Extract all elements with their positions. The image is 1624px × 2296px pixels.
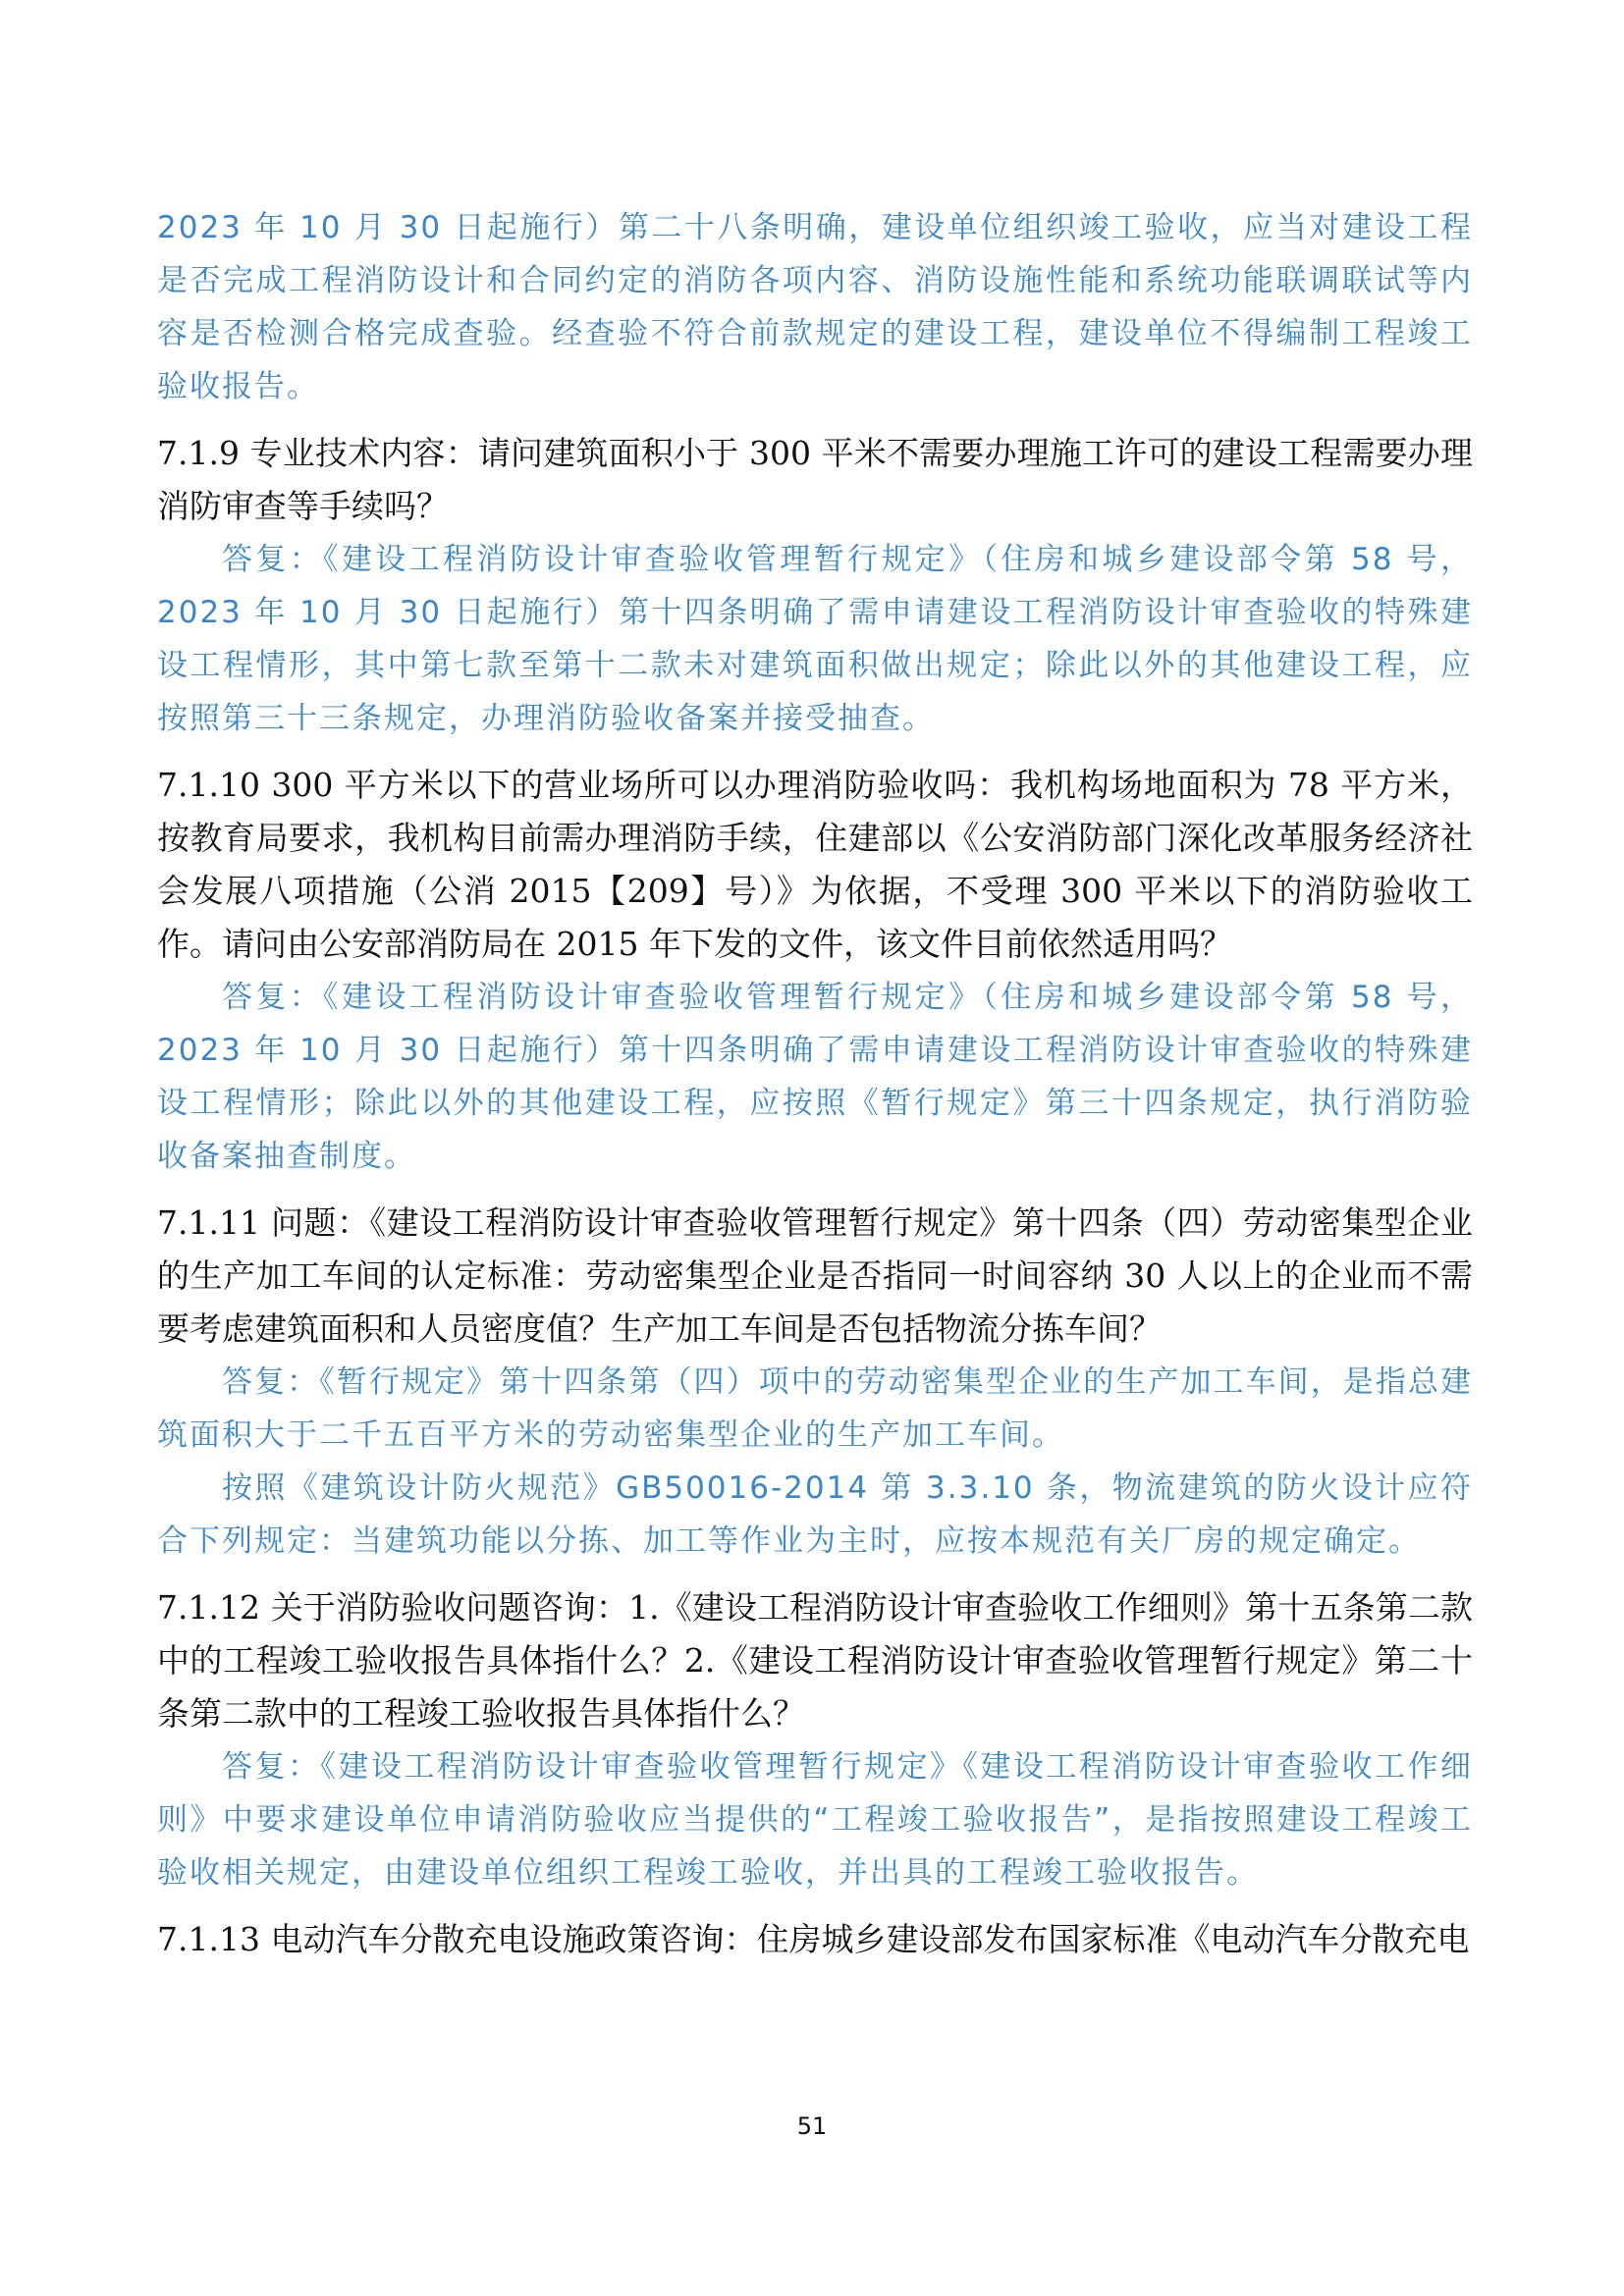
question-7-1-11: 7.1.11 问题：《建设工程消防设计审查验收管理暂行规定》第十四条（四）劳动密集型企业的生产加工车间的认定标准：劳动密集型企业是否指同一时间容纳 30 人以上的企业而不需要考虑建筑面积和人员密度值？生产加工车间是否包括物流分拣车间？ (157, 1203, 1473, 1348)
answer-paragraph: 2023 年 10 月 30 日起施行）第二十八条明确，建设单位组织竣工验收，应当对建设工程是否完成工程消防设计和合同约定的消防各项内容、消防设施性能和系统功能联调联试等内容是否检测合格完成查验。经查验不符合前款规定的建设工程，建设单位不得编制工程竣工验收报告。 (157, 210, 1473, 404)
question-7-1-9: 7.1.9 专业技术内容：请问建筑面积小于 300 平米不需要办理施工许可的建设工程需要办理消防审查等手续吗？ (157, 434, 1473, 525)
answer-7-1-9: 答复：《建设工程消防设计审查验收管理暂行规定》（住房和城乡建设部令第 58 号，2023 年 10 月 30 日起施行）第十四条明确了需申请建设工程消防设计审查验收的特殊建设工程情形，其中第七款至第十二款未对建筑面积做出规定；除此以外的其他建设工程，应按照第三十三条规定，办理消防验收备案并接受抽查。 (157, 542, 1473, 736)
answer-7-1-11: 答复：《暂行规定》第十四条第（四）项中的劳动密集型企业的生产加工车间，是指总建筑面积大于二千五百平方米的劳动密集型企业的生产加工车间。 (157, 1364, 1473, 1453)
question-7-1-12: 7.1.12 关于消防验收问题咨询：1.《建设工程消防设计审查验收工作细则》第十五条第二款中的工程竣工验收报告具体指什么？2.《建设工程消防设计审查验收管理暂行规定》第二十条第二款中的工程竣工验收报告具体指什么？ (157, 1588, 1473, 1733)
document-body (157, 201, 1473, 1966)
page-number: 51 (796, 2112, 828, 2140)
question-7-1-13: 7.1.13 电动汽车分散充电设施政策咨询：住房城乡建设部发布国家标准《电动汽车分散充电 (157, 1920, 1470, 1958)
question-7-1-10: 7.1.10 300 平方米以下的营业场所可以办理消防验收吗：我机构场地面积为 78 平方米，按教育局要求，我机构目前需办理消防手续，住建部以《公安消防部门深化改革服务经济社会发展八项措施（公消 2015【209】号）》为依据，不受理 300 平米以下的消防验收工作。请问由公安部消防局在 2015 年下发的文件，该文件目前依然适用吗？ (157, 766, 1473, 963)
answer-7-1-12: 答复：《建设工程消防设计审查验收管理暂行规定》《建设工程消防设计审查验收工作细则》中要求建设单位申请消防验收应当提供的“工程竣工验收报告”，是指按照建设工程竣工验收相关规定，由建设单位组织工程竣工验收，并出具的工程竣工验收报告。 (157, 1749, 1473, 1891)
answer-7-1-10: 答复：《建设工程消防设计审查验收管理暂行规定》（住房和城乡建设部令第 58 号，2023 年 10 月 30 日起施行）第十四条明确了需申请建设工程消防设计审查验收的特殊建设工程情形；除此以外的其他建设工程，应按照《暂行规定》第三十四条规定，执行消防验收备案抽查制度。 (157, 980, 1473, 1174)
answer-7-1-11-continued: 按照《建筑设计防火规范》GB50016-2014 第 3.3.10 条，物流建筑的防火设计应符合下列规定：当建筑功能以分拣、加工等作业为主时，应按本规范有关厂房的规定确定。 (157, 1470, 1473, 1559)
